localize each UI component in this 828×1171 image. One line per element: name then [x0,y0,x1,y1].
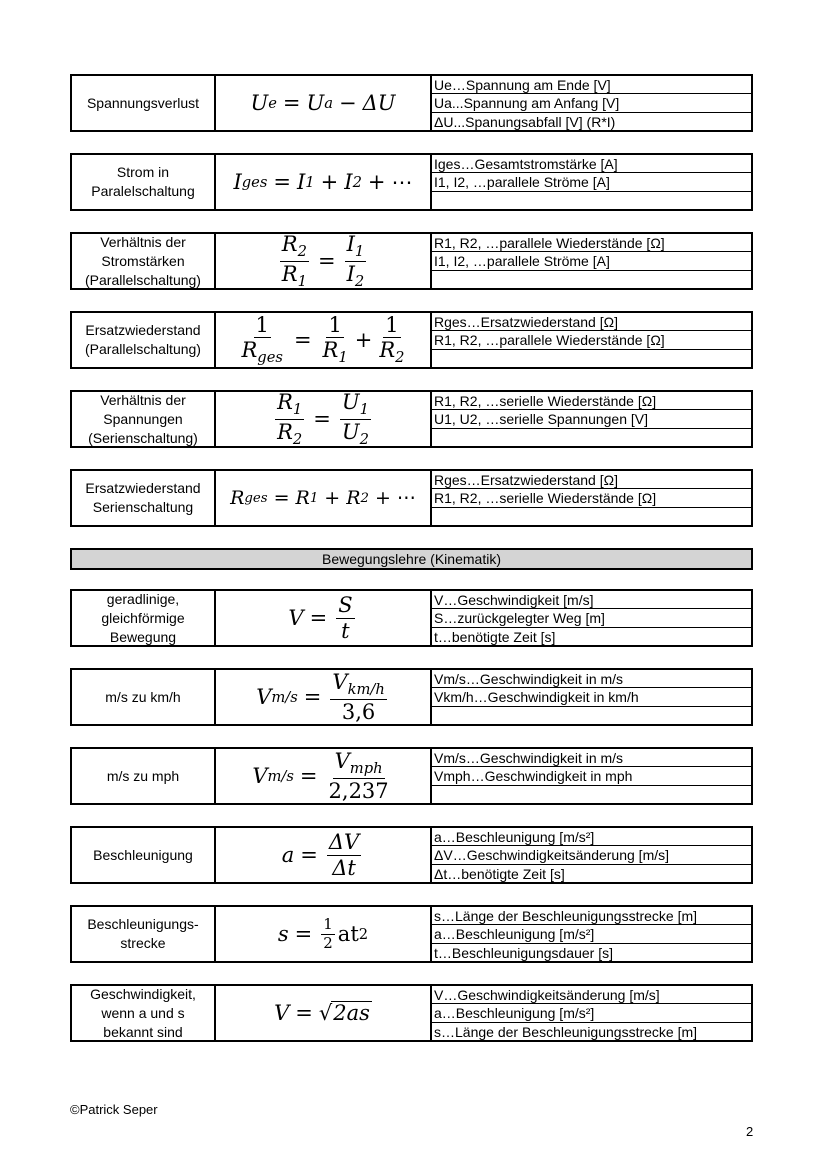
symbol: V [334,749,350,774]
subscript: m/s [271,688,298,706]
variable-list [432,313,751,367]
denominator: 2,237 [328,778,389,803]
symbol: R [379,338,396,363]
formula-name: Ersatzwiederstand (Parallelschaltung) [72,313,216,367]
variable-row: ΔV…Geschwindigkeitsänderung [m/s] [432,846,751,864]
variable-row: Vkm/h…Geschwindigkeit in km/h [432,688,751,706]
subscript: ges [241,173,268,191]
formula-expression [216,828,432,882]
formula-card-strom-parallel [70,153,753,211]
equals-sign: = [294,922,313,946]
plus-sign: + [367,170,386,194]
variable-list [432,392,751,446]
subscript: ges [257,349,283,367]
variable-row: Ua...Spannung am Anfang [V] [432,94,751,112]
variable-row: ΔU...Spanungsabfall [V] (R*I) [434,113,616,130]
superscript: 2 [358,925,369,943]
formula-card-ms-zu-kmh [70,668,753,726]
symbol: I [297,170,306,194]
formula-name: m/s zu mph [72,749,216,803]
footer-copyright: ©Patrick Seper [70,1102,158,1117]
formula-card-beschleunigung [70,826,753,884]
fraction [275,391,304,447]
radicand: 2as [333,1000,370,1025]
variable-row: a…Beschleunigung [m/s²] [432,1004,751,1022]
denominator: Δt [332,855,356,880]
variable-row: S…zurückgelegter Weg [m] [432,609,751,627]
symbol: R [230,487,245,509]
variable-row [432,192,751,209]
formula-expression [216,155,432,209]
subscript: 2 [352,173,362,191]
variable-row: I1, I2, …parallele Ströme [A] [432,173,751,191]
plus-sign: + [375,487,391,509]
variable-row [432,429,751,446]
numerator: S [338,593,353,618]
formula-expression [216,471,432,525]
fraction [336,594,354,641]
subscript: 1 [354,243,365,261]
formula-name: Spannungsverlust [72,76,216,130]
equals-sign: = [273,487,290,509]
symbol: R [281,261,298,286]
symbol: U [250,91,269,115]
formula-name: Verhältnis der Spannungen (Serienschaltung) [72,392,216,446]
variable-list [432,76,751,130]
formula-card-ersatzwiederstand-parallel [70,311,753,369]
equals-sign: = [303,685,322,709]
subscript: 1 [359,401,369,419]
formula-expression [216,389,432,448]
variable-row: R1, R2, …serielle Wiederstände [Ω] [432,489,751,507]
subscript: 1 [297,272,307,290]
variable-list [432,986,751,1040]
symbol: V [256,685,272,709]
fraction [327,750,391,802]
ellipsis: ⋯ [396,487,416,509]
variable-row: Rges…Ersatzwiederstand [Ω] [432,471,751,489]
subscript: mph [349,760,383,778]
symbol: R [277,419,293,444]
subscript: ges [244,490,268,506]
minus-sign: − [339,91,357,115]
variable-row: a…Beschleunigung [m/s²] [432,828,751,846]
fraction [239,314,284,366]
variable-row: Iges…Gesamtstromstärke [A] [432,155,751,173]
formula-card-verhaeltnis-spannungen [70,390,753,448]
variable-row: R1, R2, …parallele Wiederstände [Ω] [432,234,751,252]
symbol: V [332,670,348,695]
symbol: V [288,606,304,630]
formula-name: m/s zu km/h [72,670,216,724]
subscript: 1 [338,349,348,367]
variable-list [432,471,751,525]
symbol: I [346,261,355,286]
subscript: e [268,94,277,112]
variable-row: t…benötigte Zeit [s] [434,628,556,645]
plus-sign: + [324,487,341,509]
fraction [330,671,386,723]
equals-sign: = [295,1001,313,1025]
subscript: 1 [292,401,303,419]
fraction [340,391,371,447]
formula-expression [216,670,432,724]
fraction [377,314,406,366]
formula-name: Ersatzwiederstand Serienschaltung [72,471,216,525]
numerator: 1 [323,914,333,933]
variable-list [432,591,751,645]
numerator: 1 [255,313,269,338]
formula-card-ms-zu-mph [70,747,753,805]
equals-sign: = [309,606,328,630]
symbol: V [274,1001,290,1025]
subscript: 2 [395,349,405,367]
symbol: s [277,922,289,946]
page-number: 2 [746,1124,754,1139]
fraction [321,314,350,366]
variable-row [432,350,751,367]
variable-row [432,508,751,525]
variable-list [432,828,751,882]
symbol: R [277,389,293,414]
subscript: 2 [354,272,365,290]
symbol: R [281,231,298,256]
symbol: I [346,231,355,256]
variable-list [432,749,751,803]
symbol: at [337,922,359,946]
symbol: I [233,170,242,194]
symbol: R [241,338,258,363]
fraction [280,233,309,289]
formula-card-beschleunigungsstrecke [70,905,753,963]
symbol: ΔU [362,91,396,115]
subscript: 2 [360,490,369,506]
formula-name: Verhältnis der Stromstärken (Parallelschaltung) [72,234,216,288]
variable-row: s…Länge der Beschleunigungsstrecke [m] [434,1023,698,1040]
variable-row: R1, R2, …parallele Wiederstände [Ω] [432,331,751,349]
numerator: 1 [328,313,342,338]
denominator: 3,6 [341,699,376,724]
variable-row: Rges…Ersatzwiederstand [Ω] [432,313,751,331]
fraction [321,914,335,952]
equals-sign: = [300,843,318,867]
equals-sign: = [299,764,318,788]
equals-sign: = [313,407,331,431]
symbol: R [322,338,339,363]
formula-card-geschwindigkeit-a-s [70,984,753,1042]
variable-row: V…Geschwindigkeit [m/s] [432,591,751,609]
variable-row: Vm/s…Geschwindigkeit in m/s [432,749,751,767]
formula-card-ersatzwiederstand-serie [70,469,753,527]
formula-expression [216,231,432,290]
variable-row: Ue…Spannung am Ende [V] [432,76,751,94]
numerator: ΔV [328,830,360,855]
formula-expression [216,907,432,961]
subscript: 2 [359,430,369,448]
symbol: U [341,389,360,414]
equals-sign: = [293,328,312,352]
formula-card-gleichfoermige-bewegung [70,589,753,647]
denominator: 2 [323,933,333,952]
symbol: U [306,91,325,115]
formula-expression [216,591,432,645]
variable-row: a…Beschleunigung [m/s²] [432,925,751,943]
formula-expression [216,749,432,803]
variable-row [432,707,751,724]
symbol: V [252,764,268,788]
variable-row: Vmph…Geschwindigkeit in mph [432,767,751,785]
denominator: t [341,618,350,643]
formula-name: Strom in Paralelschaltung [72,155,216,209]
square-root-sign: √ [318,1001,333,1025]
formula-name: Beschleunigung [72,828,216,882]
variable-row: Δt…benötigte Zeit [s] [434,865,565,882]
subscript: km/h [347,681,385,699]
symbol: I [344,170,353,194]
variable-list [432,234,751,288]
formula-name: geradlinige, gleichförmige Bewegung [72,591,216,645]
symbol: R [346,487,361,509]
variable-list [432,155,751,209]
formula-expression [216,313,432,367]
variable-row: s…Länge der Beschleunigungsstrecke [m] [432,907,751,925]
variable-row: t…Beschleunigungsdauer [s] [434,944,613,961]
formula-card-spannungsverlust [70,74,753,132]
variable-row [432,786,751,803]
variable-list [432,907,751,961]
equals-sign: = [317,249,336,273]
variable-list [432,670,751,724]
symbol: R [295,487,310,509]
formula-expression [216,76,432,130]
equals-sign: = [273,170,291,194]
plus-sign: + [320,170,339,194]
symbol: U [341,419,360,444]
equals-sign: = [282,91,301,115]
subscript: 1 [305,173,315,191]
formula-name: Geschwindigkeit, wenn a und s bekannt sind [72,986,216,1040]
ellipsis: ⋯ [391,170,413,194]
symbol: a [281,843,295,867]
subscript: 2 [297,243,307,261]
variable-row: R1, R2, …serielle Wiederstände [Ω] [432,392,751,410]
subscript: a [324,94,333,112]
fraction [327,831,361,878]
numerator: 1 [385,313,399,338]
subscript: m/s [267,767,294,785]
variable-row [432,271,751,288]
subscript: 2 [292,430,303,448]
variable-row: I1, I2, …parallele Ströme [A] [432,252,751,270]
plus-sign: + [354,328,373,352]
variable-row: V…Geschwindigkeitsänderung [m/s] [432,986,751,1004]
subscript: 1 [309,490,319,506]
variable-row: U1, U2, …serielle Spannungen [V] [432,410,751,428]
formula-card-verhaeltnis-stromstaerken [70,232,753,290]
section-header-kinematik: Bewegungslehre (Kinematik) [70,548,753,570]
formula-name: Beschleunigungs- strecke [72,907,216,961]
formula-expression [216,986,432,1040]
fraction [345,233,367,289]
variable-row: Vm/s…Geschwindigkeit in m/s [432,670,751,688]
